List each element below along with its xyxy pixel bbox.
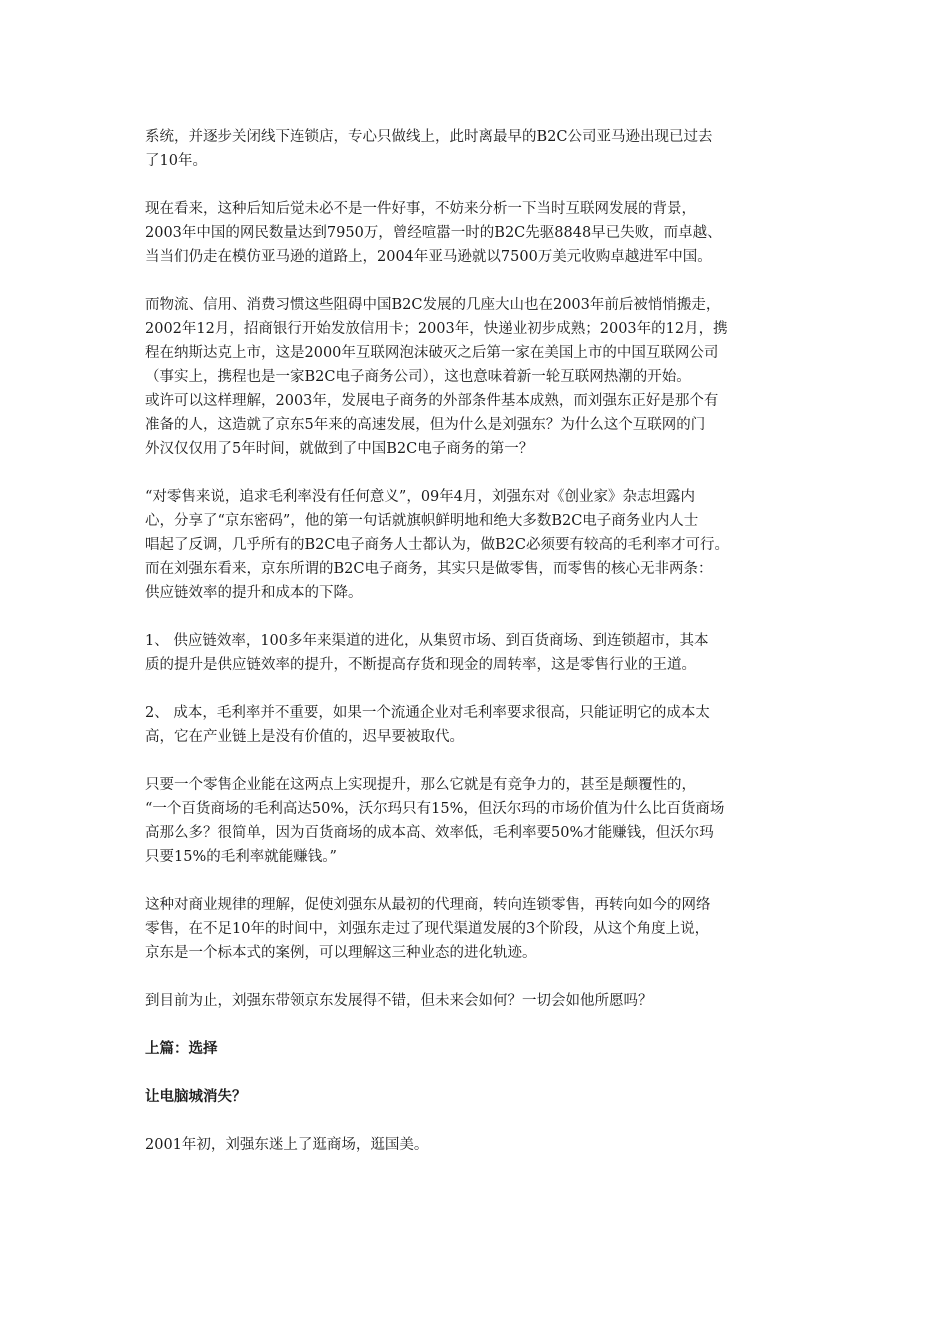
paragraph-4: 或许可以这样理解，2003年，发展电子商务的外部条件基本成熟，而刘强东正好是那个有 准备的人，这造就了京东5年来的高速发展，但为什么是刘强东？为什么这个互联网的门 外汉仅仅用了5年时间，就做到了中国B2C电子商务的第一？: [145, 393, 719, 457]
paragraph-3: 而物流、信用、消费习惯这些阻碍中国B2C发展的几座大山也在2003年前后被悄悄搬走， 2002年12月，招商银行开始发放信用卡；2003年，快递业初步成熟；2003年的12月，携 程在纳斯达克上市，这是2000年互联网泡沫破灭之后第一家在美国上市的中国互联网公司 （事实上，携程也是一家B2C电子商务公司），这也意味着新一轮互联网热潮的开始。: [145, 297, 728, 385]
paragraph-5: “对零售来说，追求毛利率没有任何意义”，09年4月，刘强东对《创业家》杂志坦露内 心，分享了“京东密码”，他的第一句话就旗帜鲜明地和绝大多数B2C电子商务业内人士 唱起了反调，几乎所有的B2C电子商务人士都认为，做B2C必须要有较高的毛利率才可行。 而在刘强东看来，京东所谓的B2C电子商务，其实只是做零售，而零售的核心无非两条： 供应链效率的提升和成本的下降。: [145, 489, 729, 601]
paragraph-10: 到目前为止，刘强东带领京东发展得不错，但未来会如何？一切会如他所愿吗？: [145, 993, 653, 1009]
list-item-1: 1、 供应链效率，100多年来渠道的进化，从集贸市场、到百货商场、到连锁超市，其本 质的提升是供应链效率的提升，不断提高存货和现金的周转率，这是零售行业的王道。: [145, 633, 709, 673]
list-item-2: 2、 成本，毛利率并不重要，如果一个流通企业对毛利率要求很高，只能证明它的成本太 高，它在产业链上是没有价值的，迟早要被取代。: [145, 705, 710, 745]
section-heading: 上篇：选择: [145, 1041, 218, 1057]
paragraph-8: 只要一个零售企业能在这两点上实现提升，那么它就是有竞争力的，甚至是颠覆性的， “一个百货商场的毛利高达50%，沃尔玛只有15%，但沃尔玛的市场价值为什么比百货商场 高那么多？很简单，因为百货商场的成本高、效率低，毛利率要50%才能赚钱，但沃尔玛 只要15%的毛利率就能赚钱。”: [145, 777, 725, 865]
paragraph-1: 系统，并逐步关闭线下连锁店，专心只做线上，此时离最早的B2C公司亚马逊出现已过去 了10年。: [145, 129, 713, 169]
paragraph-9: 这种对商业规律的理解，促使刘强东从最初的代理商，转向连锁零售，再转向如今的网络 零售，在不足10年的时间中，刘强东走过了现代渠道发展的3个阶段，从这个角度上说， 京东是一个标本式的案例，可以理解这三种业态的进化轨迹。: [145, 897, 711, 961]
subsection-heading: 让电脑城消失？: [145, 1089, 247, 1105]
document-body: [145, 125, 815, 1181]
paragraph-11: 2001年初，刘强东迷上了逛商场，逛国美。: [145, 1137, 429, 1153]
paragraph-2: 现在看来，这种后知后觉未必不是一件好事，不妨来分析一下当时互联网发展的背景， 2003年中国的网民数量达到7950万，曾经喧嚣一时的B2C先驱8848早已失败，而卓越、 当当们仍走在模仿亚马逊的道路上，2004年亚马逊就以7500万美元收购卓越进军中国。: [145, 201, 722, 265]
